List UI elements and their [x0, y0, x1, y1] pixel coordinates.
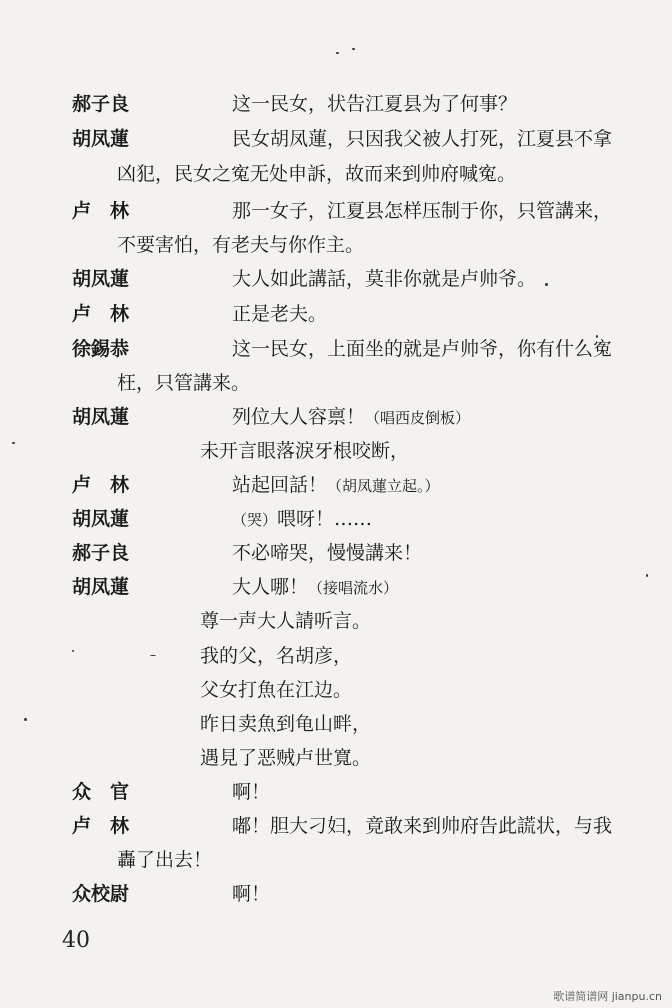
speaker-name: 胡凤蓮	[72, 576, 130, 598]
dialogue-line	[72, 814, 613, 838]
stage-direction: （唱西皮倒板）	[365, 409, 471, 427]
speaker-name: 众 官	[72, 781, 130, 803]
page-number: 40	[62, 928, 90, 953]
dialogue-line	[72, 302, 328, 326]
dialogue-text: 民女胡凤蓮，只因我父被人打死，江夏县不拿	[232, 128, 613, 150]
dialogue-text: 这一民女，状告江夏县为了何事？	[232, 93, 518, 115]
stage-direction: （接唱流水）	[308, 579, 399, 597]
speaker-name: 卢 林	[72, 200, 130, 222]
dialogue-line	[72, 92, 518, 116]
dialogue-line	[72, 882, 271, 906]
dialogue-continuation: 枉，只管講来。	[117, 372, 251, 394]
dialogue-line	[72, 127, 613, 151]
dialogue-text: 这一民女，上面坐的就是卢帅爷，你有什么寃	[232, 338, 613, 360]
dialogue-continuation: 不要害怕，有老夫与你作主。	[117, 234, 365, 256]
dialogue-text: 啊！	[232, 883, 271, 905]
dialogue-text-group	[232, 405, 470, 430]
dialogue-continuation: 凶犯，民女之寃无处申訴，故而来到帅府喊寃。	[117, 163, 517, 185]
dialogue-line	[72, 541, 423, 565]
dialogue-line	[72, 267, 537, 291]
dialogue-text-group	[232, 507, 372, 532]
dialogue-text: 喂呀！……	[277, 508, 373, 530]
scan-speck	[596, 335, 598, 338]
sung-line: 遇見了恶贼卢世寬。	[200, 747, 372, 769]
dialogue-line	[72, 199, 613, 223]
dialogue-text: 列位大人容禀！	[232, 406, 366, 428]
scan-speck	[352, 48, 355, 50]
dialogue-text: 嘟！胆大刁妇，竟敢来到帅府告此謊状，与我	[232, 815, 613, 837]
dialogue-text-group	[232, 575, 398, 600]
scan-speck	[72, 650, 74, 652]
speaker-name: 郝子良	[72, 93, 130, 115]
sung-line: 父女打魚在江边。	[200, 679, 353, 701]
speaker-name: 众校尉	[72, 883, 130, 905]
dialogue-text: 正是老夫。	[232, 303, 328, 325]
speaker-name: 胡凤蓮	[72, 268, 130, 290]
dialogue-line	[72, 507, 373, 531]
scan-speck	[545, 283, 548, 286]
speaker-name: 卢 林	[72, 815, 130, 837]
sung-line: 昨日卖魚到龟山畔，	[200, 713, 372, 735]
speaker-name: 郝子良	[72, 542, 130, 564]
dialogue-line	[72, 780, 271, 804]
dialogue-text: 大人如此講話，莫非你就是卢帅爷。	[232, 268, 537, 290]
speaker-name: 胡凤蓮	[72, 406, 130, 428]
scan-speck	[646, 574, 648, 577]
stage-direction: （哭）	[232, 511, 278, 529]
dialogue-text: 啊！	[232, 781, 271, 803]
scan-speck	[336, 52, 339, 54]
dialogue-text-group	[232, 473, 440, 498]
speaker-name: 卢 林	[72, 303, 130, 325]
sung-line: 尊一声大人請听言。	[200, 610, 372, 632]
scan-speck	[150, 655, 156, 656]
dialogue-line	[72, 337, 613, 361]
site-watermark: 歌谱简谱网 jianpu.cn	[553, 990, 662, 1003]
dialogue-line	[72, 473, 440, 497]
dialogue-line	[72, 575, 399, 599]
scan-speck	[24, 718, 27, 721]
dialogue-text: 站起回話！	[232, 474, 328, 496]
sung-line: 未开言眼落淚牙根咬断，	[200, 440, 410, 462]
speaker-name: 胡凤蓮	[72, 128, 130, 150]
dialogue-continuation: 轟了出去！	[117, 849, 213, 871]
dialogue-text: 大人哪！	[232, 576, 309, 598]
dialogue-text: 那一女子，江夏县怎样压制于你，只管講来，	[232, 200, 613, 222]
stage-direction: （胡凤蓮立起。）	[327, 477, 440, 495]
speaker-name: 卢 林	[72, 474, 130, 496]
sung-line: 我的父，名胡彦，	[200, 645, 353, 667]
dialogue-line	[72, 405, 471, 429]
scan-speck	[12, 442, 15, 444]
speaker-name: 徐錫恭	[72, 338, 130, 360]
speaker-name: 胡凤蓮	[72, 508, 130, 530]
dialogue-text: 不必啼哭，慢慢講来！	[232, 542, 423, 564]
